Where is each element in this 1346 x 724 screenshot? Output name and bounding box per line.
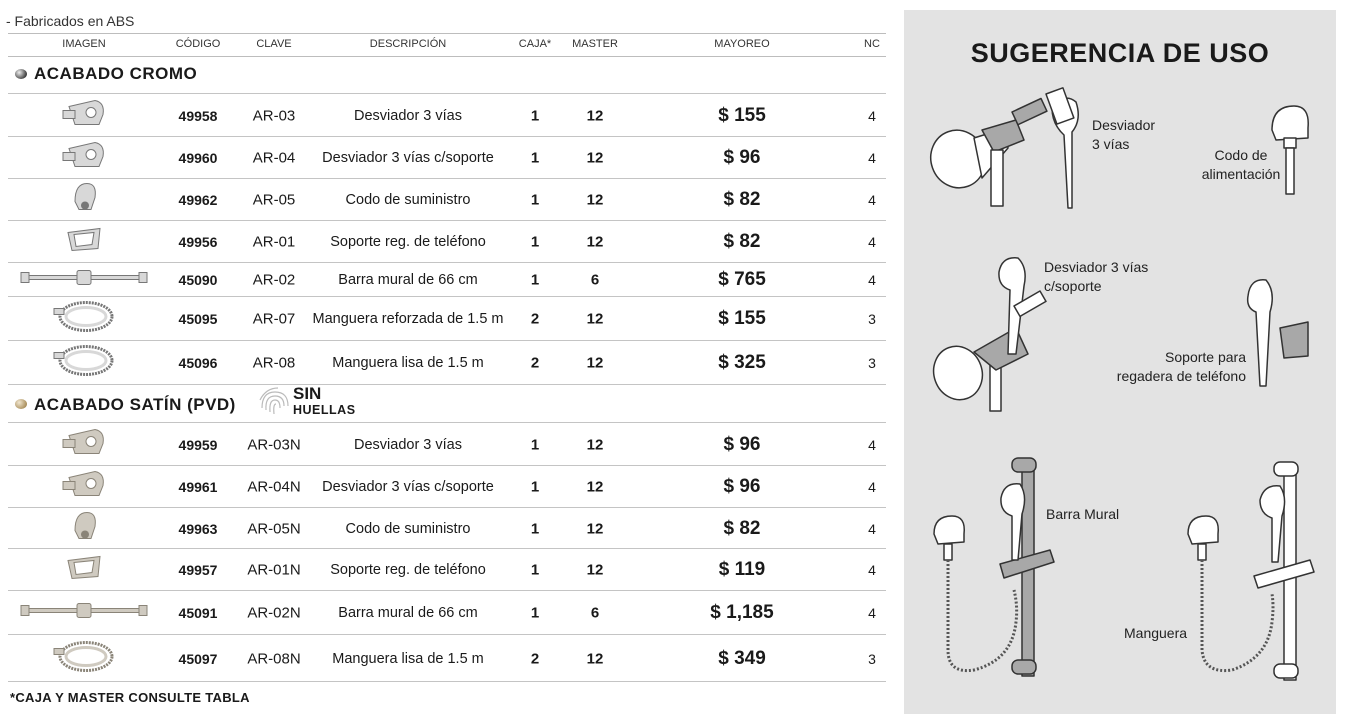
cell-master: 6 [590,271,600,289]
label-soporte [1100,348,1246,386]
cell-master: 12 [586,354,604,372]
table-row [8,93,886,137]
cell-caja: 2 [530,650,540,667]
section-title: ACABADO SATÍN (PVD) [34,395,236,414]
product-thumbnail-icon [59,425,109,464]
cell-clave: AR-04N [247,478,301,496]
cell-codigo: 49959 [178,436,218,453]
cell-nc: 4 [868,192,876,208]
hand-shower-icon [1260,486,1285,562]
cell-mayoreo: $ 96 [723,147,761,168]
satin-finish-icon [15,399,27,409]
cell-mayoreo: $ 1,185 [710,602,774,623]
cell-nc: 4 [868,562,876,578]
cell-master: 12 [586,650,604,667]
table-row [8,178,886,221]
cell-codigo: 49963 [178,520,218,537]
cell-clave: AR-08N [247,650,301,667]
cell-mayoreo: $ 325 [718,352,766,373]
section-title: ACABADO CROMO [34,64,198,83]
header-descripcion: DESCRIPCIÓN [369,38,447,50]
product-thumbnail-icon [52,297,116,342]
cell-master: 12 [586,233,604,251]
table-row [8,422,886,466]
cell-mayoreo: $ 96 [723,476,761,497]
cell-master: 12 [586,561,604,579]
cell-nc: 4 [868,520,876,537]
cell-caja: 2 [530,354,540,372]
cell-codigo: 49961 [178,479,218,495]
cell-mayoreo: $ 82 [723,231,761,252]
cell-master: 12 [586,436,604,453]
cell-clave: AR-05 [252,191,296,209]
product-thumbnail-icon [64,555,104,586]
cell-mayoreo: $ 155 [718,104,766,126]
supply-elbow-icon [1188,516,1218,560]
product-thumbnail-icon [52,341,116,386]
label-line: c/soporte [1044,278,1102,294]
label-codo [1178,146,1304,184]
cell-master: 12 [586,149,604,167]
material-note: - Fabricados en ABS [6,13,135,29]
label-desviador-soporte [1044,258,1148,296]
table-row [8,465,886,508]
section-cromo [8,56,886,93]
cell-clave: AR-03N [247,436,301,453]
cell-nc: 4 [868,605,876,621]
product-thumbnail-icon [69,180,99,221]
hand-shower-icon [1046,88,1078,208]
cell-clave: AR-01 [252,233,296,251]
product-thumbnail-icon [69,508,99,549]
table-row [8,136,886,179]
product-thumbnail-icon [64,227,104,258]
cell-clave: AR-07 [252,310,296,328]
phone-shower-holder-icon [1248,280,1308,386]
header-imagen: IMAGEN [62,38,106,50]
label-line: regadera de teléfono [1116,368,1246,384]
table-row [8,296,886,341]
cell-codigo: 45096 [178,355,218,371]
label-line: Desviador 3 vías [1044,259,1149,275]
cell-descripcion: Desviador 3 vías c/soporte [322,479,494,495]
cell-caja: 1 [530,191,540,209]
cell-caja: 2 [530,310,540,328]
cell-descripcion: Manguera lisa de 1.5 m [332,650,484,667]
cell-descripcion: Desviador 3 vías [354,107,462,124]
table-row [8,634,886,682]
cell-master: 12 [586,107,604,124]
diverter-icon [982,98,1047,152]
cell-master: 12 [586,520,604,537]
cell-caja: 1 [530,604,540,622]
cell-caja: 1 [530,149,540,167]
label-barra: Barra Mural [1046,506,1120,522]
badge-line2: HUELLAS [293,403,356,417]
header-mayoreo: MAYOREO [714,38,770,50]
header-codigo: CÓDIGO [175,38,221,50]
table-row [8,507,886,549]
product-thumbnail-icon [59,139,109,178]
label-manguera: Manguera [1124,625,1188,641]
cell-clave: AR-08 [252,354,296,372]
cell-codigo: 49957 [178,562,218,578]
cell-master: 6 [590,604,600,622]
cell-caja: 1 [530,478,540,496]
cell-codigo: 45090 [178,272,218,288]
table-row [8,548,886,591]
cell-nc: 4 [868,272,876,288]
cell-nc: 3 [868,650,876,667]
cell-nc: 3 [868,311,876,327]
usage-panel [904,10,1336,714]
product-thumbnail-icon [19,603,149,624]
cell-descripcion: Codo de suministro [345,520,471,537]
product-thumbnail-icon [19,270,149,291]
product-thumbnail-icon [59,96,109,135]
cell-clave: AR-05N [247,520,301,537]
cell-mayoreo: $ 765 [718,269,766,290]
cell-descripcion: Desviador 3 vías c/soporte [322,150,494,166]
cell-mayoreo: $ 349 [718,647,766,669]
cell-descripcion: Barra mural de 66 cm [338,605,478,621]
cell-nc: 4 [868,479,876,495]
cell-master: 12 [586,478,604,496]
chrome-finish-icon [15,69,27,79]
footer-note: *CAJA Y MASTER CONSULTE TABLA [10,690,250,705]
cell-clave: AR-02N [247,604,301,622]
label-line: alimentación [1201,166,1281,182]
table-row [8,220,886,263]
cell-codigo: 49956 [178,234,218,250]
table-row [8,262,886,297]
cell-codigo: 45091 [178,605,218,621]
badge-line1: SIN [293,384,322,403]
label-line: Desviador [1092,117,1156,133]
cell-mayoreo: $ 82 [723,517,761,539]
supply-elbow-icon [934,516,964,560]
cell-descripcion: Desviador 3 vías [354,436,462,453]
label-line: Codo de [1214,147,1268,163]
fingerprint-icon [258,386,292,418]
cell-codigo: 45095 [178,311,218,327]
cell-mayoreo: $ 96 [723,433,761,455]
hand-shower-icon [1001,484,1025,560]
header-clave: CLAVE [256,38,292,50]
cell-caja: 1 [530,520,540,537]
cell-master: 12 [586,310,604,328]
cell-nc: 4 [868,150,876,166]
usage-title: SUGERENCIA DE USO [970,38,1270,68]
cell-clave: AR-04 [252,149,296,167]
cell-nc: 4 [868,234,876,250]
cell-caja: 1 [530,271,540,289]
cell-nc: 3 [868,355,876,371]
cell-mayoreo: $ 155 [718,308,766,329]
label-desviador [1092,116,1155,154]
cell-clave: AR-01N [247,561,301,579]
label-line: 3 vías [1092,136,1130,152]
cell-codigo: 49962 [178,192,218,208]
cell-descripcion: Soporte reg. de teléfono [330,234,486,250]
cell-codigo: 49960 [178,150,218,166]
section-satin [8,384,886,423]
cell-descripcion: Soporte reg. de teléfono [330,562,486,578]
cell-nc: 4 [868,107,876,124]
cell-descripcion: Barra mural de 66 cm [338,272,478,288]
cell-clave: AR-02 [252,271,296,289]
cell-caja: 1 [530,233,540,251]
cell-caja: 1 [530,107,540,124]
cell-caja: 1 [530,561,540,579]
table-row [8,590,886,635]
header-master: MASTER [572,38,618,50]
product-thumbnail-icon [52,636,116,681]
cell-descripcion: Manguera reforzada de 1.5 m [312,311,504,327]
cell-clave: AR-03 [252,107,296,124]
cell-codigo: 45097 [178,650,218,667]
table-bottom-rule [8,681,886,682]
header-caja: CAJA* [518,38,552,50]
cell-mayoreo: $ 119 [718,559,766,580]
cell-mayoreo: $ 82 [723,189,761,210]
cell-master: 12 [586,191,604,209]
product-thumbnail-icon [59,468,109,507]
cell-descripcion: Codo de suministro [345,192,471,208]
cell-codigo: 49958 [178,107,218,124]
table-header [8,33,886,57]
cell-nc: 4 [868,436,876,453]
cell-caja: 1 [530,436,540,453]
header-nc: NC [864,38,880,50]
arm-pipe-icon [991,150,1003,206]
table-row [8,340,886,385]
label-line: Soporte para [1165,349,1246,365]
cell-descripcion: Manguera lisa de 1.5 m [332,355,484,371]
